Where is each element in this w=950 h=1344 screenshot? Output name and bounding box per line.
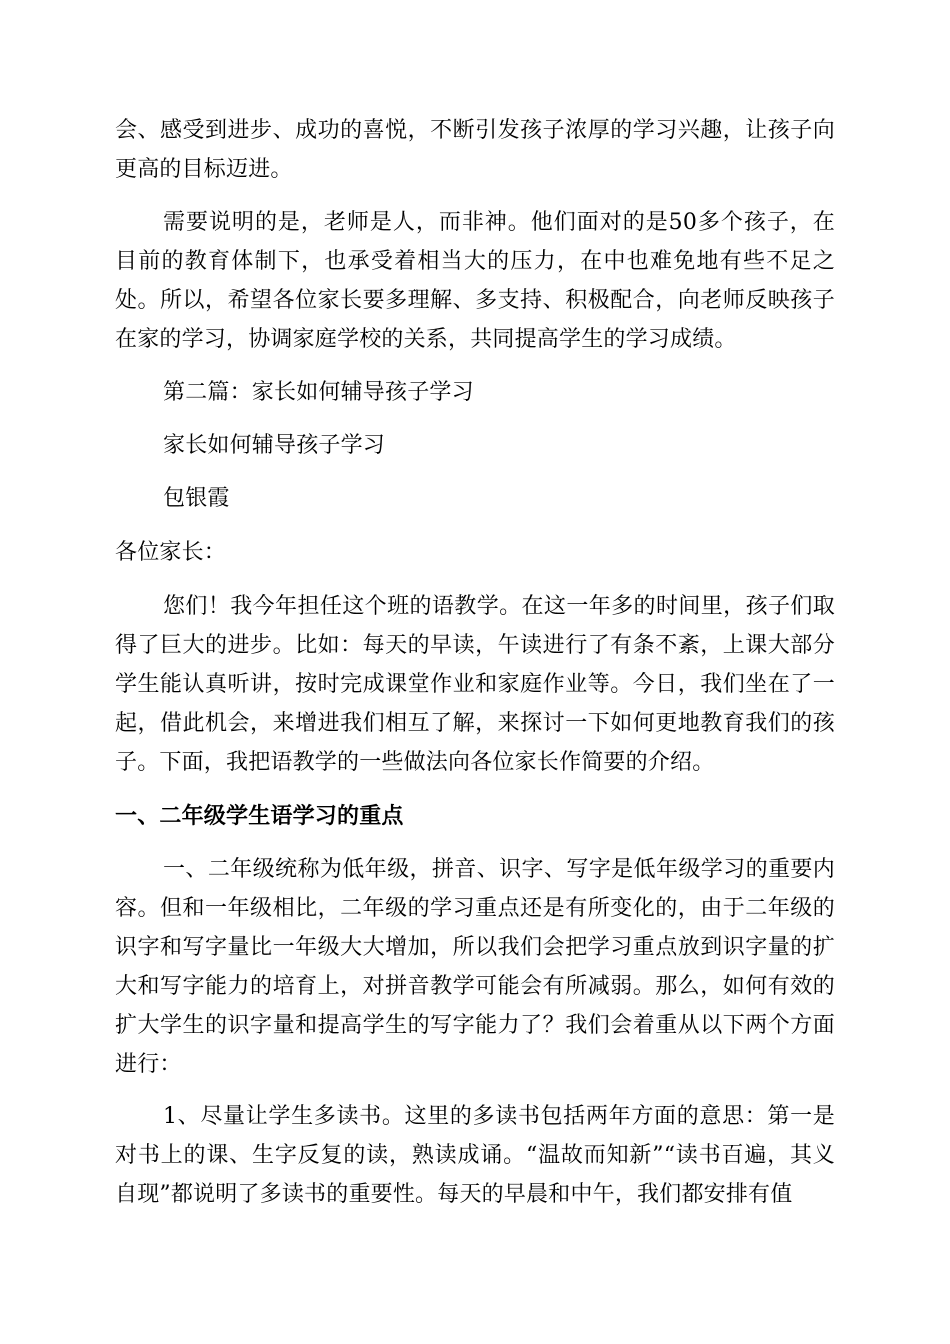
article-title: 家长如何辅导孩子学习 [163, 433, 386, 458]
paragraph-teacher-note: 需要说明的是，老师是人，而非神。他们面对的是50多个孩子，在目前的教育体制下，也承受着相当大的压力，在中也难免地有些不足之处。所以，希望各位家长要多理解、多支持、积极配合，向老师反映孩子在家的学习，协调家庭学校的关系，共同提高学生的学习成绩。 [115, 210, 835, 352]
paragraph-introduction: 您们！我今年担任这个班的语教学。在这一年多的时间里，孩子们取得了巨大的进步。比如：每天的早读，午读进行了有条不紊，上课大部分学生能认真听讲，按时完成课堂作业和家庭作业等。今日，我们坐在了一起，借此机会，来增进我们相互了解，来探讨一下如何更地教育我们的孩子。下面，我把语教学的一些做法向各位家长作简要的介绍。 [115, 594, 835, 775]
paragraph-reading-more: 1、尽量让学生多读书。这里的多读书包括两年方面的意思：第一是对书上的课、生字反复的读，熟读成诵。“温故而知新”“读书百遍，其义自现”都说明了多读书的重要性。每天的早晨和中午，我们都安排有值 [115, 1104, 835, 1207]
author-name: 包银霞 [163, 486, 230, 511]
paragraph-grade-focus: 一、二年级统称为低年级，拼音、识字、写字是低年级学习的重要内容。但和一年级相比，二年级的学习重点还是有所变化的，由于二年级的识字和写字量比一年级大大增加，所以我们会把学习重点放到识字量的扩大和写字能力的培育上，对拼音教学可能会有所减弱。那么，如何有效的扩大学生的识字量和提高学生的写字能力了？我们会着重从以下两个方面进行： [115, 857, 835, 1077]
paragraph-continuation: 会、感受到进步、成功的喜悦，不断引发孩子浓厚的学习兴趣，让孩子向更高的目标迈进。 [115, 118, 835, 182]
section-heading-1: 一、二年级学生语学习的重点 [115, 803, 404, 829]
salutation: 各位家长： [115, 540, 227, 565]
chapter-heading: 第二篇：家长如何辅导孩子学习 [163, 380, 474, 405]
